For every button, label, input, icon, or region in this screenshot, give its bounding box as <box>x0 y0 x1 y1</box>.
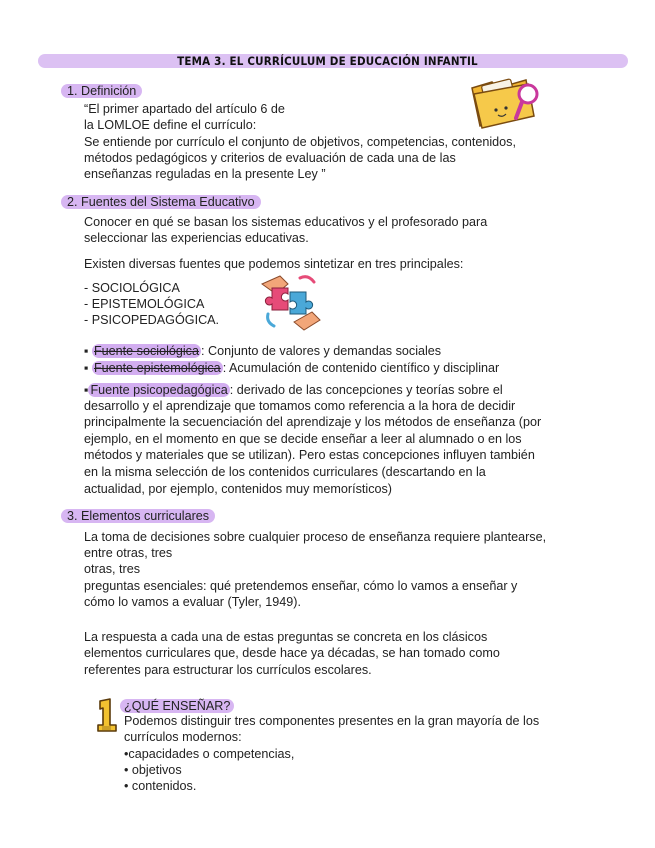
bullet-icon: ▪ <box>84 383 89 397</box>
question-1-line: • objetivos <box>124 763 182 777</box>
bullet-label: Fuente sociológica <box>93 344 199 358</box>
number-one-icon <box>94 697 120 733</box>
question-1-line: Podemos distinguir tres componentes presentes en la gran mayoría de los <box>124 714 540 728</box>
sources-intro-2: Existen diversas fuentes que podemos sintetizar en tres principales: <box>84 257 464 271</box>
sources-intro-line-2: seleccionar las experiencias educativas. <box>84 231 309 245</box>
bullet-label: Fuente epistemológica <box>93 361 221 375</box>
source-bullet-sociological <box>84 343 441 359</box>
definition-line-5: enseñanzas reguladas en la presente Ley ” <box>84 167 326 181</box>
question-1-line: • contenidos. <box>124 779 197 793</box>
bullet-icon: ▪ <box>84 344 92 358</box>
elements-line: La toma de decisiones sobre cualquier proceso de enseñanza requiere plantearse, <box>84 530 547 544</box>
question-1-heading: ¿QUÉ ENSEÑAR? <box>120 699 234 713</box>
source-bullet-psychopedagogical <box>84 382 503 398</box>
elements-para2-line: referentes para estructurar los currículos escolares. <box>84 663 372 677</box>
source-bullet-epistemological <box>84 360 499 376</box>
folder-search-illustration <box>466 72 544 134</box>
bullet-text: : Conjunto de valores y demandas sociales <box>200 344 442 358</box>
psych-line: métodos y materiales que se utilizan). Pero estas concepciones influyen también <box>84 448 535 462</box>
question-1-line: currículos modernos: <box>124 730 242 744</box>
elements-line: cómo lo vamos a evaluar (Tyler, 1949). <box>84 595 301 609</box>
puzzle-hands-illustration <box>258 270 324 334</box>
section-3-heading: 3. Elementos curriculares <box>61 509 215 523</box>
definition-line-4: métodos pedagógicos y criterios de evaluación de cada una de las <box>84 151 456 165</box>
psych-line: ejemplo, en el momento en que se decide enseñar a leer al alumnado o en los <box>84 432 522 446</box>
definition-line-1: “El primer apartado del artículo 6 de <box>84 102 285 116</box>
elements-para2-line: elementos curriculares que, desde hace ya décadas, se han tomado como <box>84 646 500 660</box>
psych-line: en la misma selección de los contenidos curriculares (descartando en la <box>84 465 486 479</box>
psych-line: desarrollo y el aprendizaje que tomamos como referencia a la hora de decidir <box>84 399 516 413</box>
question-1-line: •capacidades o competencias, <box>124 747 295 761</box>
bullet-label: Fuente psicopedagógica <box>90 383 228 397</box>
bullet-icon: ▪ <box>84 361 92 375</box>
bullet-text: : Acumulación de contenido científico y disciplinar <box>222 361 500 375</box>
psych-line: actualidad, por ejemplo, contenidos muy memorísticos) <box>84 482 392 496</box>
sources-list-item: - SOCIOLÓGICA <box>84 281 180 295</box>
elements-line: otras, tres <box>84 562 140 576</box>
elements-line: preguntas esenciales: qué pretendemos enseñar, cómo lo vamos a enseñar y <box>84 579 518 593</box>
sources-intro-line-1: Conocer en qué se basan los sistemas educativos y el profesorado para <box>84 215 488 229</box>
sources-list-item: - EPISTEMOLÓGICA <box>84 297 205 311</box>
definition-line-2: la LOMLOE define el currículo: <box>84 118 257 132</box>
elements-line: entre otras, tres <box>84 546 173 560</box>
number-one-badge <box>94 697 120 733</box>
number-one-label <box>103 704 108 714</box>
definition-line-3: Se entiende por currículo el conjunto de objetivos, competencias, contenidos, <box>84 135 516 149</box>
psych-line: principalmente la secuenciación del aprendizaje y los métodos de enseñanza (por <box>84 415 542 429</box>
section-2-heading: 2. Fuentes del Sistema Educativo <box>61 195 261 209</box>
sources-list-item: - PSICOPEDAGÓGICA. <box>84 313 220 327</box>
section-1-heading: 1. Definición <box>61 84 142 98</box>
elements-para2-line: La respuesta a cada una de estas preguntas se concreta en los clásicos <box>84 630 488 644</box>
page-title: TEMA 3. EL CURRÍCULUM DE EDUCACIÓN INFANTIL <box>177 54 478 68</box>
bullet-text: : derivado de las concepciones y teorías sobre el <box>229 383 503 397</box>
